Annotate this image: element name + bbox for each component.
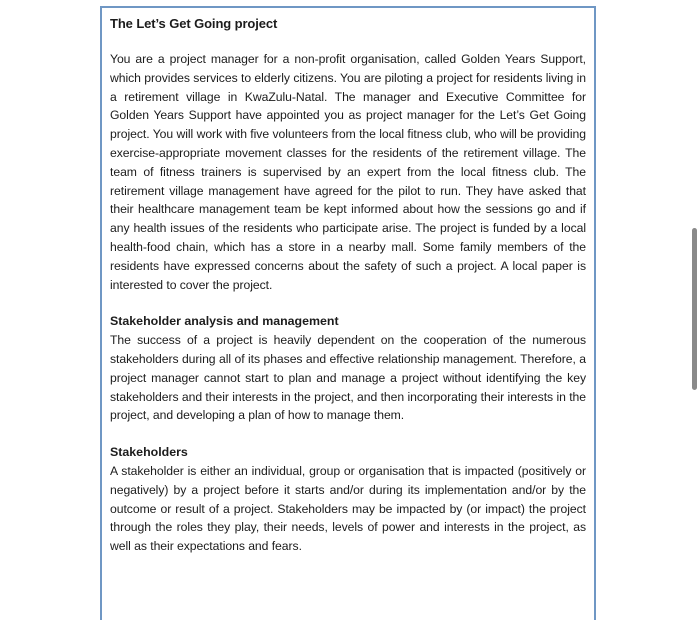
scrollbar-thumb[interactable] (692, 228, 697, 390)
section-body-stakeholders: A stakeholder is either an individual, group or organisation that is impacted (positively or negatively) by a project before it starts and/or during its implementation and/or by the outcome or result of a project. Stakeholders may be impacted by (or impact) the project through the roles they play, their needs, levels of power and interests in the project, as well as their expectations and fears. (110, 463, 586, 554)
section-heading-stakeholder-analysis: Stakeholder analysis and management (110, 314, 339, 329)
document-frame (100, 6, 596, 620)
document-content (110, 16, 586, 620)
intro-paragraph: You are a project manager for a non-profit organisation, called Golden Years Support, which provides services to elderly citizens. You are piloting a project for residents living in a retirement village in KwaZulu-Natal. The manager and Executive Committee for Golden Years Support have appointed you as project manager for the Let’s Get Going project. You will work with five volunteers from the local fitness club, who will be providing exercise-appropriate movement classes for the residents of the retirement village. The team of fitness trainers is supervised by an expert from the local fitness club. The retirement village management have agreed for the pilot to run. They have asked that their healthcare management team be kept informed about how the sessions go and if any health issues of the residents who participate arise. The project is funded by a local health-food chain, which has a store in a nearby mall. Some family members of the residents have expressed concerns about the safety of such a project. A local paper is interested to cover the project. (110, 52, 586, 292)
section-body-stakeholder-analysis: The success of a project is heavily dependent on the cooperation of the numerous stakeholders during all of its phases and effective relationship management. Therefore, a project manager cannot start to plan and manage a project without identifying the key stakeholders and their interests in the project, and then incorporating their interests in the project, and developing a plan of how to manage them. (110, 333, 586, 423)
document-title: The Let’s Get Going project (110, 16, 278, 31)
section-heading-stakeholders: Stakeholders (110, 445, 188, 460)
